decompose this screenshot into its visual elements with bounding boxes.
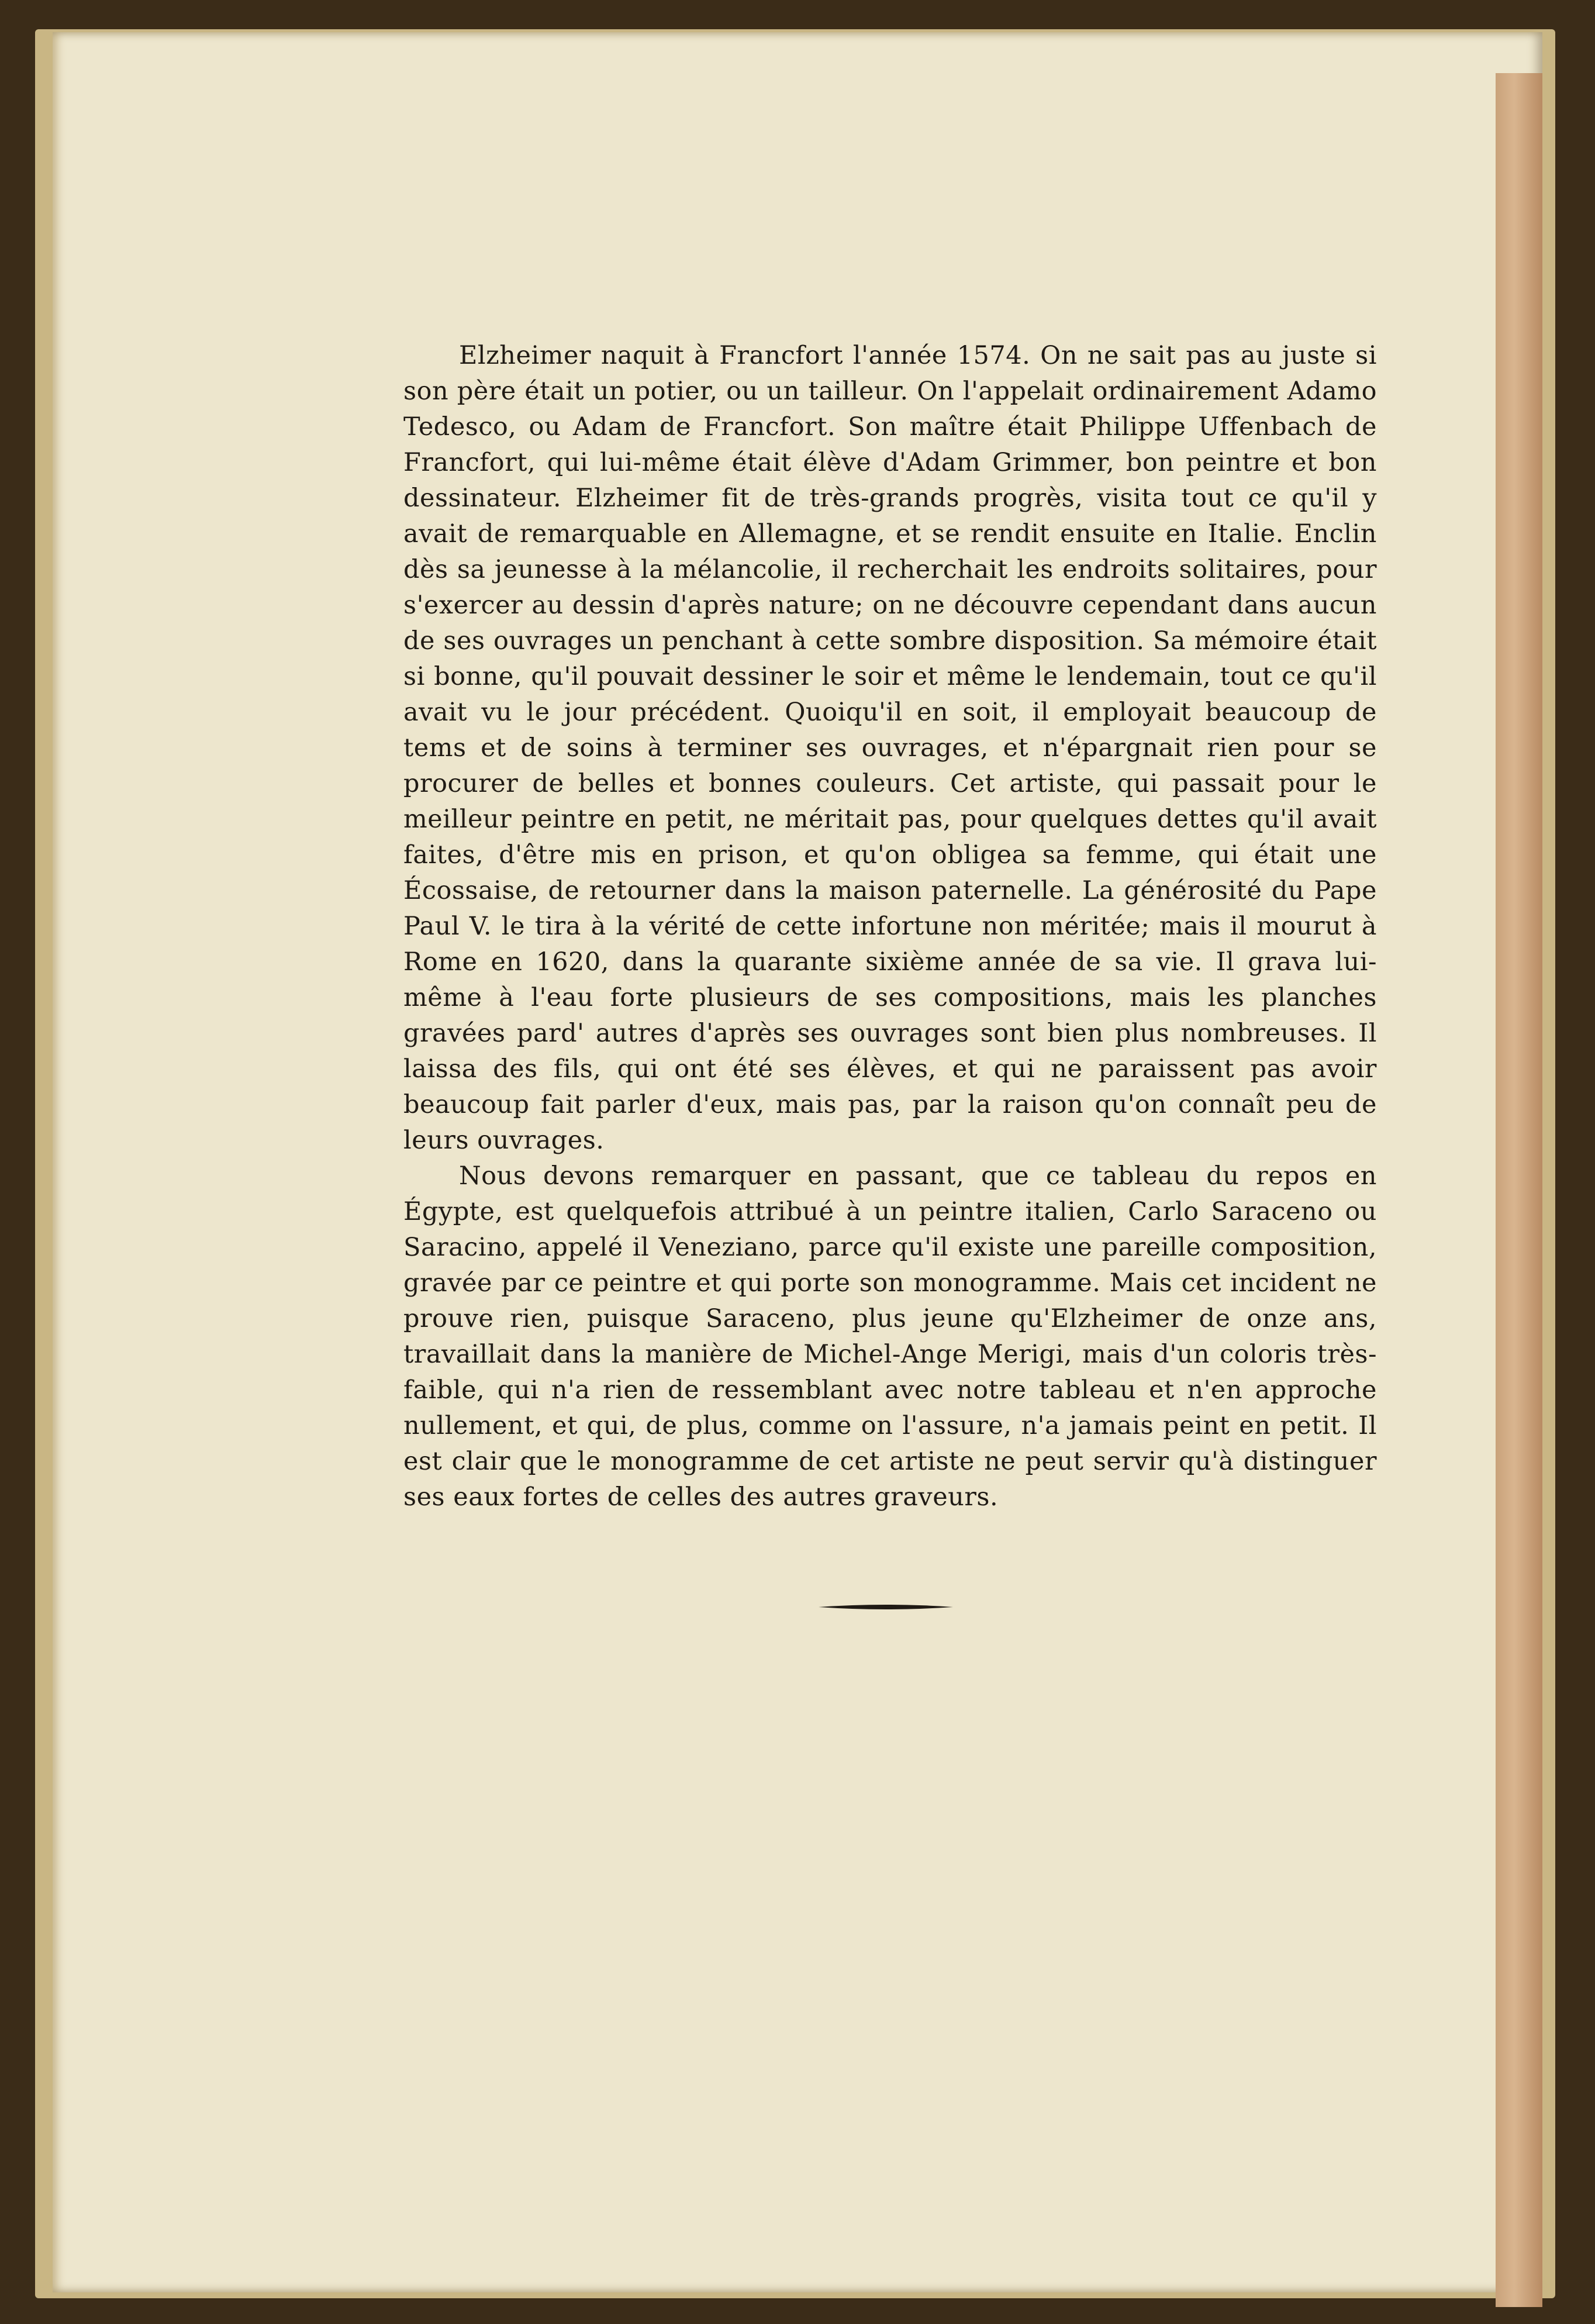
paragraph-attribution: Nous devons remarquer en passant, que ce tableau du repos en Égypte, est quelquefois attribué à un peintre italien, Carlo Saraceno ou Saracino, appelé il Veneziano, parce qu'il existe une pareille composition, gravée par ce peintre et qui porte son monogramme. Mais cet incident ne prouve rien, puisque Saraceno, plus jeune qu'Elzheimer de onze ans, travaillait dans la manière de Michel-Ange Merigi, mais d'un coloris très-faible, qui n'a rien de ressemblant avec notre tableau et n'en approche nullement, et qui, de plus, comme on l'assure, n'a jamais peint en petit. Il est clair que le monogramme de cet artiste ne peut servir qu'à distinguer ses eaux fortes de celles des autres graveurs.: [403, 1161, 1377, 1512]
paragraph-biography: Elzheimer naquit à Francfort l'année 1574. On ne sait pas au juste si son père était un potier, ou un tailleur. On l'appelait ordinairement Adamo Tedesco, ou Adam de Francfort. Son maître était Philippe Uffenbach de Francfort, qui lui-même était élève d'Adam Grimmer, bon peintre et bon dessinateur. Elzheimer fit de très-grands progrès, visita tout ce qu'il y avait de remarquable en Allemagne, et se rendit ensuite en Italie. Enclin dès sa jeunesse à la mélancolie, il recherchait les endroits solitaires, pour s'exercer au dessin d'après nature; on ne découvre cependant dans aucun de ses ouvrages un penchant à cette sombre disposition. Sa mémoire était si bonne, qu'il pouvait dessiner le soir et même le lendemain, tout ce qu'il avait vu le jour précédent. Quoiqu'il en soit, il employait beaucoup de tems et de soins à terminer ses ouvrages, et n'épargnait rien pour se procurer de belles et bonnes couleurs. Cet artiste, qui passait pour le meilleur peintre en petit, ne méritait pas, pour quelques dettes qu'il avait faites, d'être mis en prison, et qu'on obligea sa femme, qui était une Écossaise, de retourner dans la maison paternelle. La générosité du Pape Paul V. le tira à la vérité de cette infortune non méritée; mais il mourut à Rome en 1620, dans la quarante sixième année de sa vie. Il grava lui-même à l'eau forte plusieurs de ses compositions, mais les planches gravées pard' autres d'après ses ouvrages sont bien plus nombreuses. Il laissa des fils, qui ont été ses élèves, et qui ne paraissent pas avoir beaucoup fait parler d'eux, mais pas, par la raison qu'on connaît peu de leurs ouvrages.: [403, 341, 1377, 1155]
facing-page-edge: [1496, 73, 1542, 2307]
ornament-rule: [819, 1601, 953, 1613]
body-text: [403, 338, 1377, 1515]
